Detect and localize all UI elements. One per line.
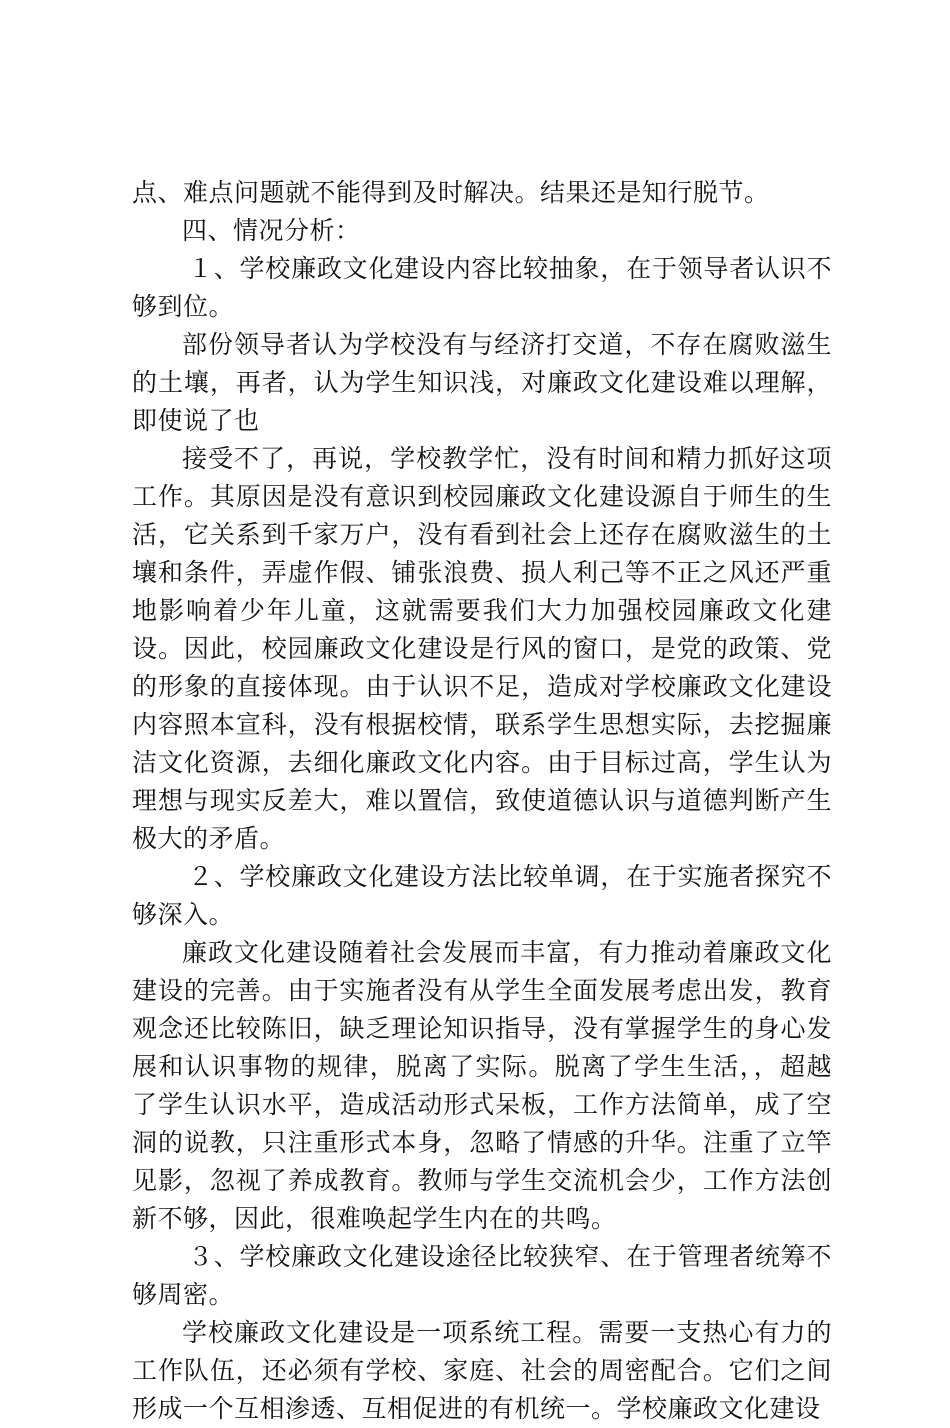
document-body [132,174,832,1428]
paragraph-continuation: 点、难点问题就不能得到及时解决。结果还是知行脱节。 [132,178,770,207]
paragraph: 部份领导者认为学校没有与经济打交道，不存在腐败滋生的土壤，再者，认为学生知识浅，对廉政文化建设难以理解，即使说了也 [132,330,832,435]
section-heading-analysis: 四、情况分析： [182,216,361,245]
paragraph: 接受不了，再说，学校教学忙，没有时间和精力抓好这项工作。其原因是没有意识到校园廉政文化建设源自于师生的生活，它关系到千家万户，没有看到社会上还存在腐败滋生的土壤和条件，弄虚作假、铺张浪费、损人利己等不正之风还严重地影响着少年儿童，这就需要我们大力加强校园廉政文化建设。因此，校园廉政文化建设是行风的窗口，是党的政策、党的形象的直接体现。由于认识不足，造成对学校廉政文化建设内容照本宣科，没有根据校情，联系学生思想实际，去挖掘廉洁文化资源，去细化廉政文化内容。由于目标过高，学生认为理想与现实反差大，难以置信，致使道德认识与道德判断产生极大的矛盾。 [132,444,832,853]
subheading-3: ３、学校廉政文化建设途径比较狭窄、在于管理者统筹不够周密。 [132,1242,832,1309]
subheading-2: ２、学校廉政文化建设方法比较单调，在于实施者探究不够深入。 [132,862,832,929]
paragraph: 廉政文化建设随着社会发展而丰富，有力推动着廉政文化建设的完善。由于实施者没有从学生全面发展考虑出发，教育观念还比较陈旧，缺乏理论知识指导，没有掌握学生的身心发展和认识事物的规律，脱离了实际。脱离了学生生活，，超越了学生认识水平，造成活动形式呆板，工作方法简单，成了空洞的说教，只注重形式本身，忽略了情感的升华。注重了立竿见影，忽视了养成教育。教师与学生交流机会少，工作方法创新不够，因此，很难唤起学生内在的共鸣。 [132,938,832,1233]
subheading-1: １、学校廉政文化建设内容比较抽象，在于领导者认识不够到位。 [132,254,832,321]
paragraph: 学校廉政文化建设是一项系统工程。需要一支热心有力的工作队伍，还必须有学校、家庭、社会的周密配合。它们之间形成一个互相渗透、互相促进的有机统一。学校廉政文化建设 [132,1318,832,1423]
